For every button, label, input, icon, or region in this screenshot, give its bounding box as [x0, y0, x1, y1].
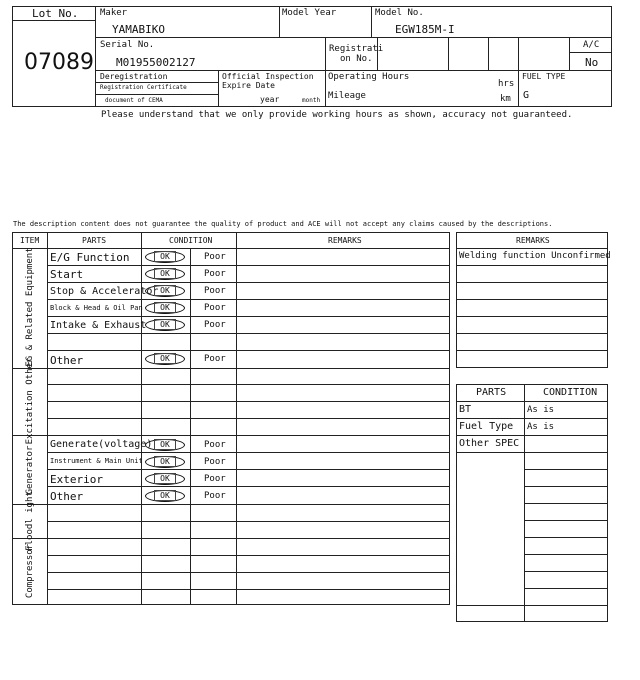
inspection-label-2: Expire Date — [222, 81, 275, 90]
mileage-label: Mileage — [328, 91, 366, 101]
right-col-condition: CONDITION — [543, 387, 598, 398]
serial-label: Serial No. — [100, 40, 155, 50]
fuel-type-label: FUEL TYPE — [522, 72, 566, 81]
row-gen-other: Other — [50, 490, 84, 503]
hrs-label: hrs — [498, 79, 515, 89]
serial-value: M01955002127 — [116, 56, 196, 69]
lot-value: 07089 — [24, 50, 94, 75]
model-no-label: Model No. — [375, 8, 424, 18]
group-floodlight-label: Floodl ight — [25, 491, 35, 551]
year-label: year — [260, 95, 280, 104]
row-eg-function: E/G Function — [50, 251, 130, 264]
row-exterior: Exterior — [50, 473, 103, 486]
notice-text: Please understand that we only provide working hours as shown, accuracy not guaranteed. — [101, 110, 573, 120]
lot-label: Lot No. — [32, 7, 79, 20]
deregistration-label: Deregistration — [100, 72, 168, 81]
bt-value: As is — [527, 405, 555, 415]
header-block — [12, 6, 612, 107]
bt-label: BT — [459, 404, 472, 415]
model-year-label: Model Year — [282, 8, 337, 18]
group-eg-label: EG & Related Equipment — [25, 247, 35, 367]
col-parts: PARTS — [82, 236, 107, 245]
row-block-head: Block & Head & Oil Pan — [50, 304, 143, 312]
fuel-type-value: G — [523, 90, 530, 101]
reg-cert-label: Registration Certificate — [100, 84, 187, 91]
inspection-label-1: Official Inspection — [222, 72, 314, 81]
other-spec-label: Other SPEC — [459, 438, 520, 449]
maker-value: YAMABIKO — [112, 23, 165, 36]
right-col-parts: PARTS — [476, 387, 507, 398]
col-remarks: REMARKS — [328, 236, 362, 245]
col-item: ITEM — [20, 236, 40, 245]
model-no-value: EGW185M-I — [395, 23, 455, 36]
fuel-label: Fuel Type — [459, 421, 514, 432]
operating-hours-label: Operating Hours — [328, 72, 410, 82]
right-remarks-row1: Welding function Unconfirmed — [459, 251, 611, 261]
row-intake-exhaust: Intake & Exhaust — [50, 320, 147, 331]
fuel-value: As is — [527, 422, 555, 432]
group-excitation-label: Excitation Other — [25, 357, 35, 445]
disclaimer-text: The description content does not guarantee the quality of product and ACE will not accept any claims caused by the descriptions. — [13, 220, 553, 228]
row-eg-other: Other — [50, 354, 84, 367]
row-generate-voltage: Generate(voltage) — [50, 439, 153, 450]
ac-value: No — [585, 56, 599, 69]
right-remarks-header: REMARKS — [516, 236, 550, 245]
registration-label-1: Registrati — [329, 44, 384, 54]
row-start: Start — [50, 268, 84, 281]
month-label: month — [302, 97, 321, 104]
row-instrument-main: Instrument & Main Unit — [50, 457, 143, 465]
col-condition: CONDITION — [169, 236, 213, 245]
doc-cema-label: document of CEMA — [105, 97, 163, 104]
maker-label: Maker — [100, 8, 128, 18]
registration-label-2: on No. — [340, 54, 373, 64]
km-label: km — [500, 94, 511, 104]
group-compressor-label: Compressor — [25, 543, 35, 599]
group-generator-label: Generator — [25, 445, 35, 495]
ac-label: A/C — [583, 40, 600, 50]
row-stop-accelerator: Stop & Accelerator — [50, 286, 159, 297]
